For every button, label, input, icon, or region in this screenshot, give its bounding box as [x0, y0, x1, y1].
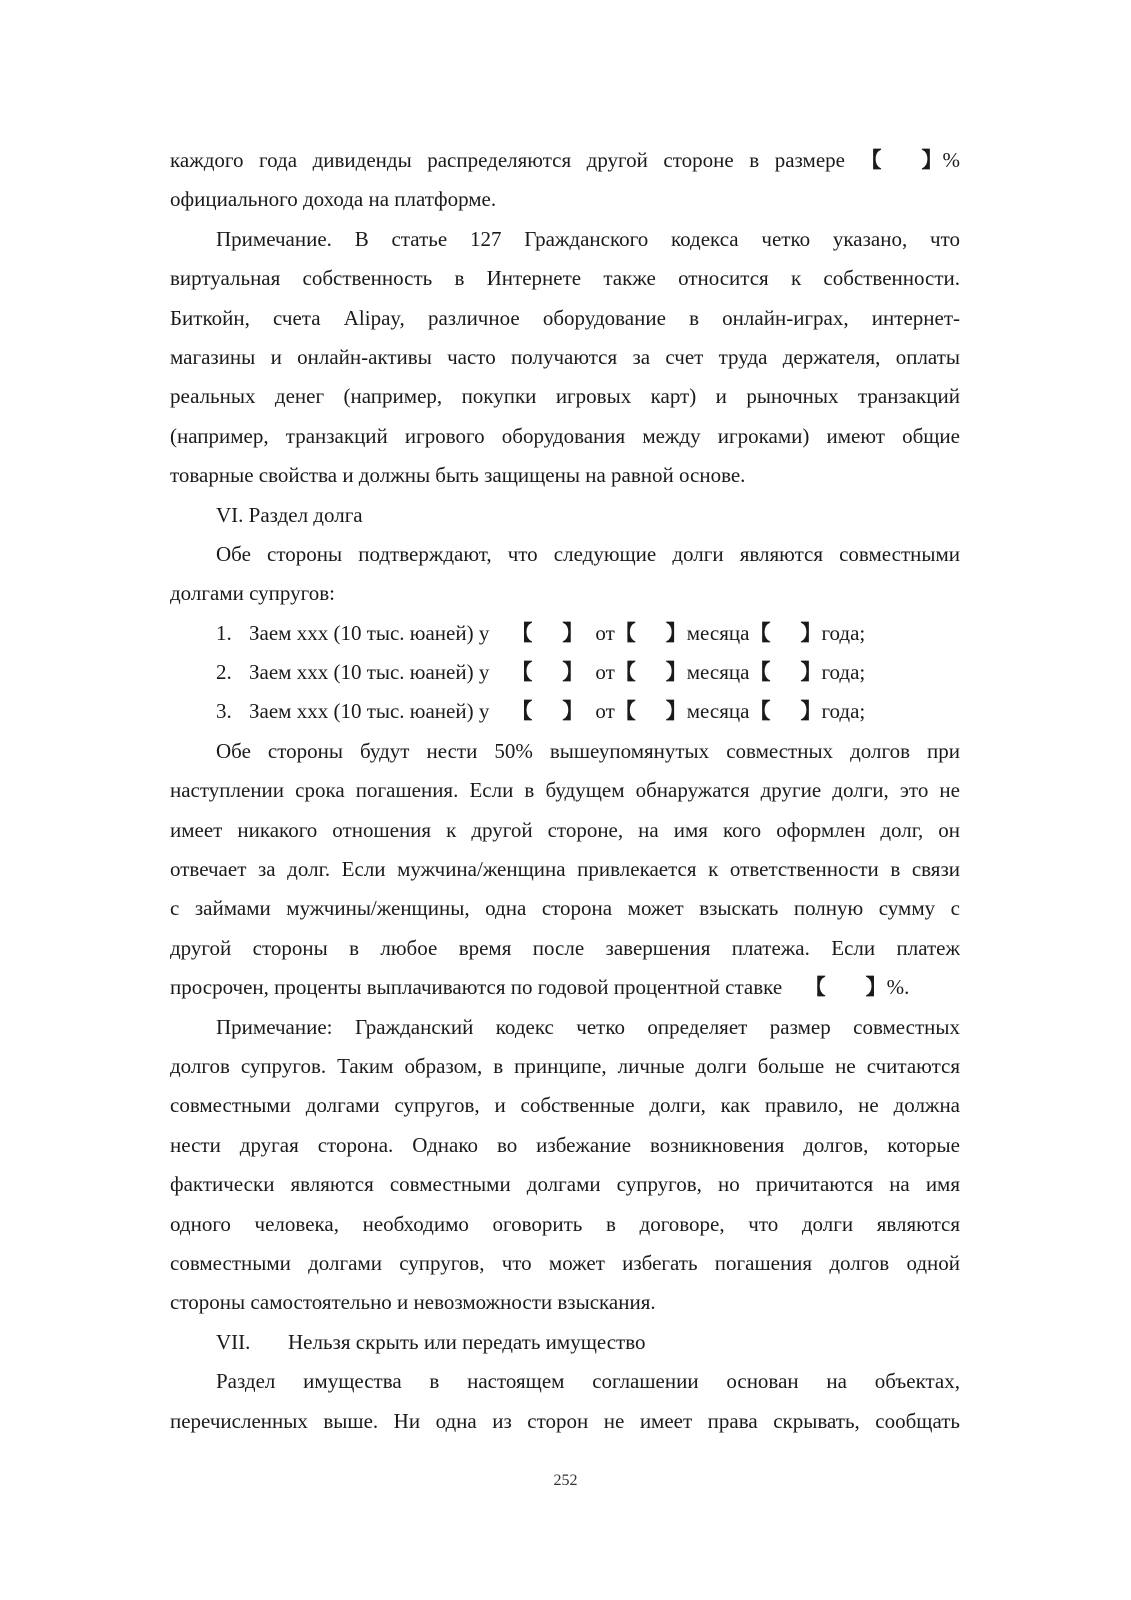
page-content [170, 141, 960, 1441]
paragraph-line: совместными долгами супругов, что может избегать погашения долгов одной [170, 1250, 960, 1275]
page-number: 252 [553, 1472, 578, 1489]
paragraph-line: (например, транзакций игрового оборудования между игроками) имеют общие [170, 423, 960, 448]
paragraph-line: магазины и онлайн-активы часто получаются за счет труда держателя, оплаты [170, 344, 960, 369]
paragraph-line: стороны самостоятельно и невозможности взыскания. [170, 1290, 656, 1315]
paragraph-line: с займами мужчины/женщины, одна сторона может взыскать полную сумму с [170, 896, 960, 921]
paragraph-line: просрочен, проценты выплачиваются по годовой процентной ставке 【 】%. [170, 975, 910, 1000]
paragraph-line: каждого года дивиденды распределяются другой стороне в размере 【 】% [170, 148, 960, 172]
paragraph-line: официального дохода на платформе. [170, 187, 497, 212]
section-heading-6: VI. Раздел долга [216, 502, 363, 527]
paragraph-line: Обе стороны будут нести 50% вышеупомянутых совместных долгов при [216, 738, 960, 763]
blank-field: 【 】 [804, 975, 887, 1000]
paragraph-line: наступлении срока погашения. Если в будущем обнаружатся другие долги, это не [170, 778, 960, 803]
paragraph-line: перечисленных выше. Ни одна из сторон не имеет права скрывать, сообщать [170, 1408, 960, 1433]
paragraph-line: Примечание: Гражданский кодекс четко определяет размер совместных [216, 1014, 960, 1039]
paragraph-line: одного человека, необходимо оговорить в договоре, что долги являются [170, 1211, 960, 1236]
list-item: 1. Заем xxx (10 тыс. юаней) у 【 】 от 【 】 месяца 【 】 года; [216, 620, 866, 645]
paragraph-line: долгов супругов. Таким образом, в принципе, личные долги больше не считаются [170, 1053, 960, 1078]
paragraph-line: виртуальная собственность в Интернете также относится к собственности. [170, 266, 960, 291]
paragraph-line: Раздел имущества в настоящем соглашении основан на объектах, [216, 1369, 960, 1394]
section-heading-7: VII. Нельзя скрыть или передать имущество [216, 1329, 646, 1354]
paragraph-line: фактически являются совместными долгами супругов, но причитаются на имя [170, 1172, 960, 1197]
paragraph-line: долгами супругов: [170, 581, 335, 606]
paragraph-line: реальных денег (например, покупки игровых карт) и рыночных транзакций [170, 384, 960, 409]
paragraph-line: Примечание. В статье 127 Гражданского кодекса четко указано, что [216, 226, 960, 251]
paragraph-line: имеет никакого отношения к другой стороне, на имя кого оформлен долг, он [170, 817, 960, 842]
paragraph-line: Обе стороны подтверждают, что следующие долги являются совместными [216, 541, 960, 566]
paragraph-line: совместными долгами супругов, и собственные долги, как правило, не должна [170, 1093, 960, 1118]
paragraph-line: другой стороны в любое время после завершения платежа. Если платеж [170, 935, 960, 960]
list-item: 2. Заем xxx (10 тыс. юаней) у 【 】 от 【 】 месяца 【 】 года; [216, 660, 866, 685]
blank-field: 【 】 [860, 148, 943, 172]
paragraph-line: нести другая сторона. Однако во избежание возникновения долгов, которые [170, 1132, 960, 1157]
paragraph-line: отвечает за долг. Если мужчина/женщина привлекается к ответственности в связи [170, 857, 960, 882]
list-item: 3. Заем xxx (10 тыс. юаней) у 【 】 от 【 】 месяца 【 】 года; [216, 699, 866, 724]
paragraph-line: Биткойн, счета Alipay, различное оборудование в онлайн-играх, интернет- [170, 305, 960, 330]
paragraph-line: товарные свойства и должны быть защищены на равной основе. [170, 463, 746, 488]
